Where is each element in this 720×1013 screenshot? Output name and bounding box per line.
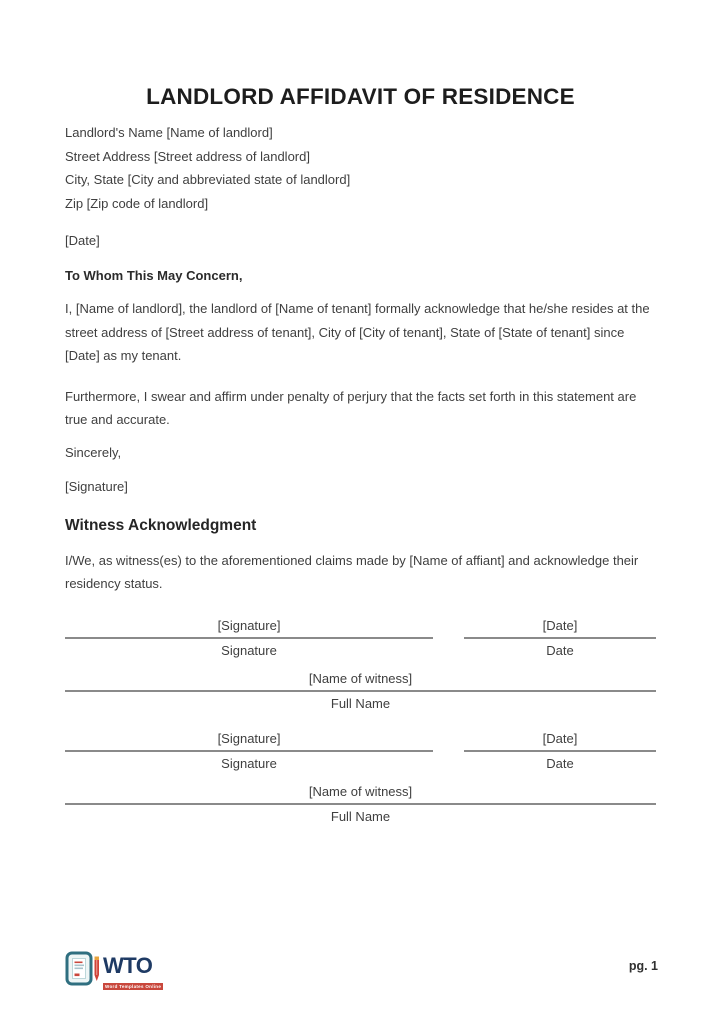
witness-2-signature-field — [65, 727, 433, 775]
witness-1-signature-placeholder: [Signature] — [217, 617, 281, 633]
witness-2-date-field — [464, 727, 656, 775]
landlord-name-line: Landlord's Name [Name of landlord] — [65, 125, 273, 140]
witness-1-signature-label: Signature — [221, 642, 277, 658]
landlord-city-state-line: City, State [City and abbreviated state of landlord] — [65, 172, 351, 187]
closing: Sincerely, — [65, 444, 122, 460]
witness-1-name-placeholder: [Name of witness] — [308, 670, 413, 686]
witness-2-date-placeholder: [Date] — [542, 730, 578, 746]
witness-2-date-label: Date — [546, 755, 574, 771]
witness-1-name-field — [65, 667, 656, 715]
witness-block-2 — [65, 727, 656, 828]
document-page — [0, 82, 720, 828]
witness-block-1 — [65, 614, 656, 715]
witness-2-name-field — [65, 780, 656, 828]
body-paragraph-perjury: Furthermore, I swear and affirm under penalty of perjury that the facts set forth in this statement are true and accurate. — [65, 388, 637, 427]
document-title: LANDLORD AFFIDAVIT OF RESIDENCE — [146, 84, 575, 109]
witness-2-name-placeholder: [Name of witness] — [308, 783, 413, 799]
wto-logo-text-group — [103, 951, 163, 993]
landlord-signature-placeholder: [Signature] — [65, 479, 128, 494]
witness-1-date-label: Date — [546, 642, 574, 658]
wto-logo-text: WTO — [103, 953, 153, 978]
witness-2-signature-label: Signature — [221, 755, 277, 771]
witness-1-date-field — [464, 614, 656, 662]
wto-logo-tagline: Word Templates Online — [105, 984, 162, 989]
document-pencil-icon — [65, 951, 101, 991]
witness-intro-paragraph: I/We, as witness(es) to the aforementioned claims made by [Name of affiant] and acknowledge their residency status. — [65, 552, 639, 591]
witness-1-name-label: Full Name — [330, 695, 391, 711]
witness-2-signature-date-row — [65, 727, 656, 775]
witness-1-signature-date-row — [65, 614, 656, 662]
date-placeholder: [Date] — [65, 233, 100, 248]
witness-2-signature-placeholder: [Signature] — [217, 730, 281, 746]
witness-1-signature-field — [65, 614, 433, 662]
landlord-zip-line: Zip [Zip code of landlord] — [65, 195, 209, 211]
body-paragraph-acknowledgment: I, [Name of landlord], the landlord of [Name of tenant] formally acknowledge that he/she resides at the street address of [Street address of tenant], City of [City of tenant], State of [State of tenant] since [Date] as my tenant. — [65, 301, 650, 363]
landlord-street-line: Street Address [Street address of landlord] — [65, 148, 310, 164]
landlord-address-block — [65, 121, 656, 215]
witness-2-name-label: Full Name — [330, 808, 391, 824]
witness-section-heading: Witness Acknowledgment — [65, 516, 257, 534]
page-number: pg. 1 — [628, 959, 658, 973]
salutation: To Whom This May Concern, — [65, 267, 243, 283]
witness-1-date-placeholder: [Date] — [542, 617, 578, 633]
wto-logo — [65, 951, 163, 993]
page-footer — [65, 951, 658, 993]
